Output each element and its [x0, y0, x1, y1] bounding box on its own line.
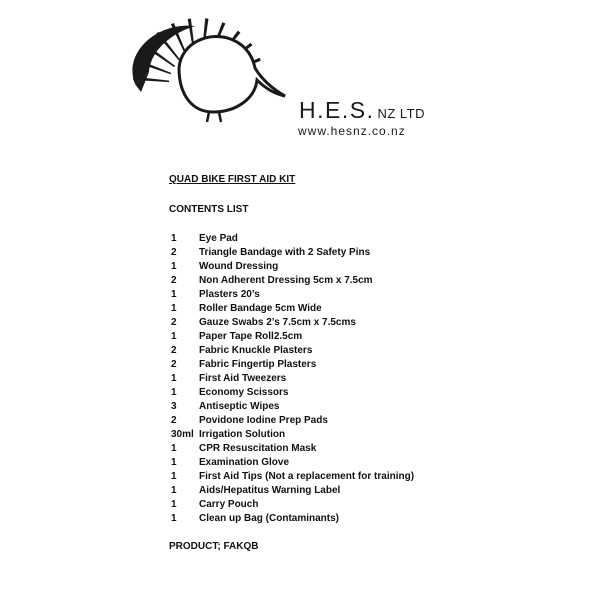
- item-name: Roller Bandage 5cm Wide: [199, 302, 322, 314]
- kiwi-bird-fern-logo-icon: [115, 14, 315, 126]
- item-name: Paper Tape Roll2.5cm: [199, 330, 303, 342]
- item-name: Gauze Swabs 2’s 7.5cm x 7.5cms: [199, 316, 356, 328]
- item-quantity: 1: [171, 372, 177, 384]
- item-quantity: 1: [171, 330, 177, 342]
- item-name: Fabric Knuckle Plasters: [199, 344, 313, 356]
- list-item: [169, 273, 414, 287]
- item-quantity: 1: [171, 484, 177, 496]
- product-code: PRODUCT; FAKQB: [169, 541, 259, 552]
- item-name: First Aid Tweezers: [199, 372, 287, 384]
- item-quantity: 1: [171, 470, 177, 482]
- item-name: Aids/Hepatitus Warning Label: [199, 484, 341, 496]
- item-name: Plasters 20’s: [199, 288, 260, 300]
- list-item: [169, 511, 414, 525]
- item-quantity: 30ml: [171, 428, 194, 440]
- item-name: Non Adherent Dressing 5cm x 7.5cm: [199, 274, 373, 286]
- list-item: [169, 441, 414, 455]
- list-item: [169, 399, 414, 413]
- item-quantity: 1: [171, 260, 177, 272]
- list-item: [169, 231, 414, 245]
- item-quantity: 1: [171, 288, 177, 300]
- contents-list: [169, 231, 414, 525]
- list-item: [169, 329, 414, 343]
- document-subtitle: CONTENTS LIST: [169, 204, 249, 215]
- item-name: Antiseptic Wipes: [199, 400, 280, 412]
- item-name: First Aid Tips (Not a replacement for training): [199, 470, 415, 482]
- item-quantity: 3: [171, 400, 177, 412]
- item-quantity: 1: [171, 386, 177, 398]
- item-name: CPR Resuscitation Mask: [199, 442, 317, 454]
- list-item: [169, 385, 414, 399]
- item-quantity: 2: [171, 414, 177, 426]
- item-quantity: 1: [171, 442, 177, 454]
- list-item: [169, 427, 414, 441]
- item-name: Examination Glove: [199, 456, 290, 468]
- item-quantity: 1: [171, 512, 177, 524]
- item-quantity: 2: [171, 344, 177, 356]
- item-name: Eye Pad: [199, 232, 238, 244]
- list-item: [169, 245, 414, 259]
- brand-name: [299, 97, 425, 124]
- item-quantity: 1: [171, 456, 177, 468]
- list-item: [169, 343, 414, 357]
- list-item: [169, 371, 414, 385]
- item-quantity: 1: [171, 232, 177, 244]
- brand-initials: H.E.S.: [299, 97, 375, 123]
- item-name: Fabric Fingertip Plasters: [199, 358, 317, 370]
- item-name: Economy Scissors: [199, 386, 289, 398]
- item-quantity: 1: [171, 498, 177, 510]
- item-name: Povidone Iodine Prep Pads: [199, 414, 328, 426]
- list-item: [169, 287, 414, 301]
- item-quantity: 2: [171, 246, 177, 258]
- list-item: [169, 259, 414, 273]
- item-quantity: 2: [171, 316, 177, 328]
- list-item: [169, 413, 414, 427]
- brand-suffix: NZ LTD: [377, 106, 426, 121]
- item-name: Triangle Bandage with 2 Safety Pins: [199, 246, 371, 258]
- list-item: [169, 497, 414, 511]
- document-title: QUAD BIKE FIRST AID KIT: [169, 174, 296, 185]
- list-item: [169, 483, 414, 497]
- list-item: [169, 301, 414, 315]
- item-name: Irrigation Solution: [199, 428, 286, 440]
- item-name: Carry Pouch: [199, 498, 259, 510]
- list-item: [169, 315, 414, 329]
- item-quantity: 2: [171, 274, 177, 286]
- item-name: Wound Dressing: [199, 260, 279, 272]
- company-logo: [115, 14, 426, 138]
- item-quantity: 1: [171, 302, 177, 314]
- list-item: [169, 455, 414, 469]
- item-name: Clean up Bag (Contaminants): [199, 512, 340, 524]
- website-url: www.hesnz.co.nz: [298, 124, 406, 138]
- list-item: [169, 469, 414, 483]
- item-quantity: 2: [171, 358, 177, 370]
- list-item: [169, 357, 414, 371]
